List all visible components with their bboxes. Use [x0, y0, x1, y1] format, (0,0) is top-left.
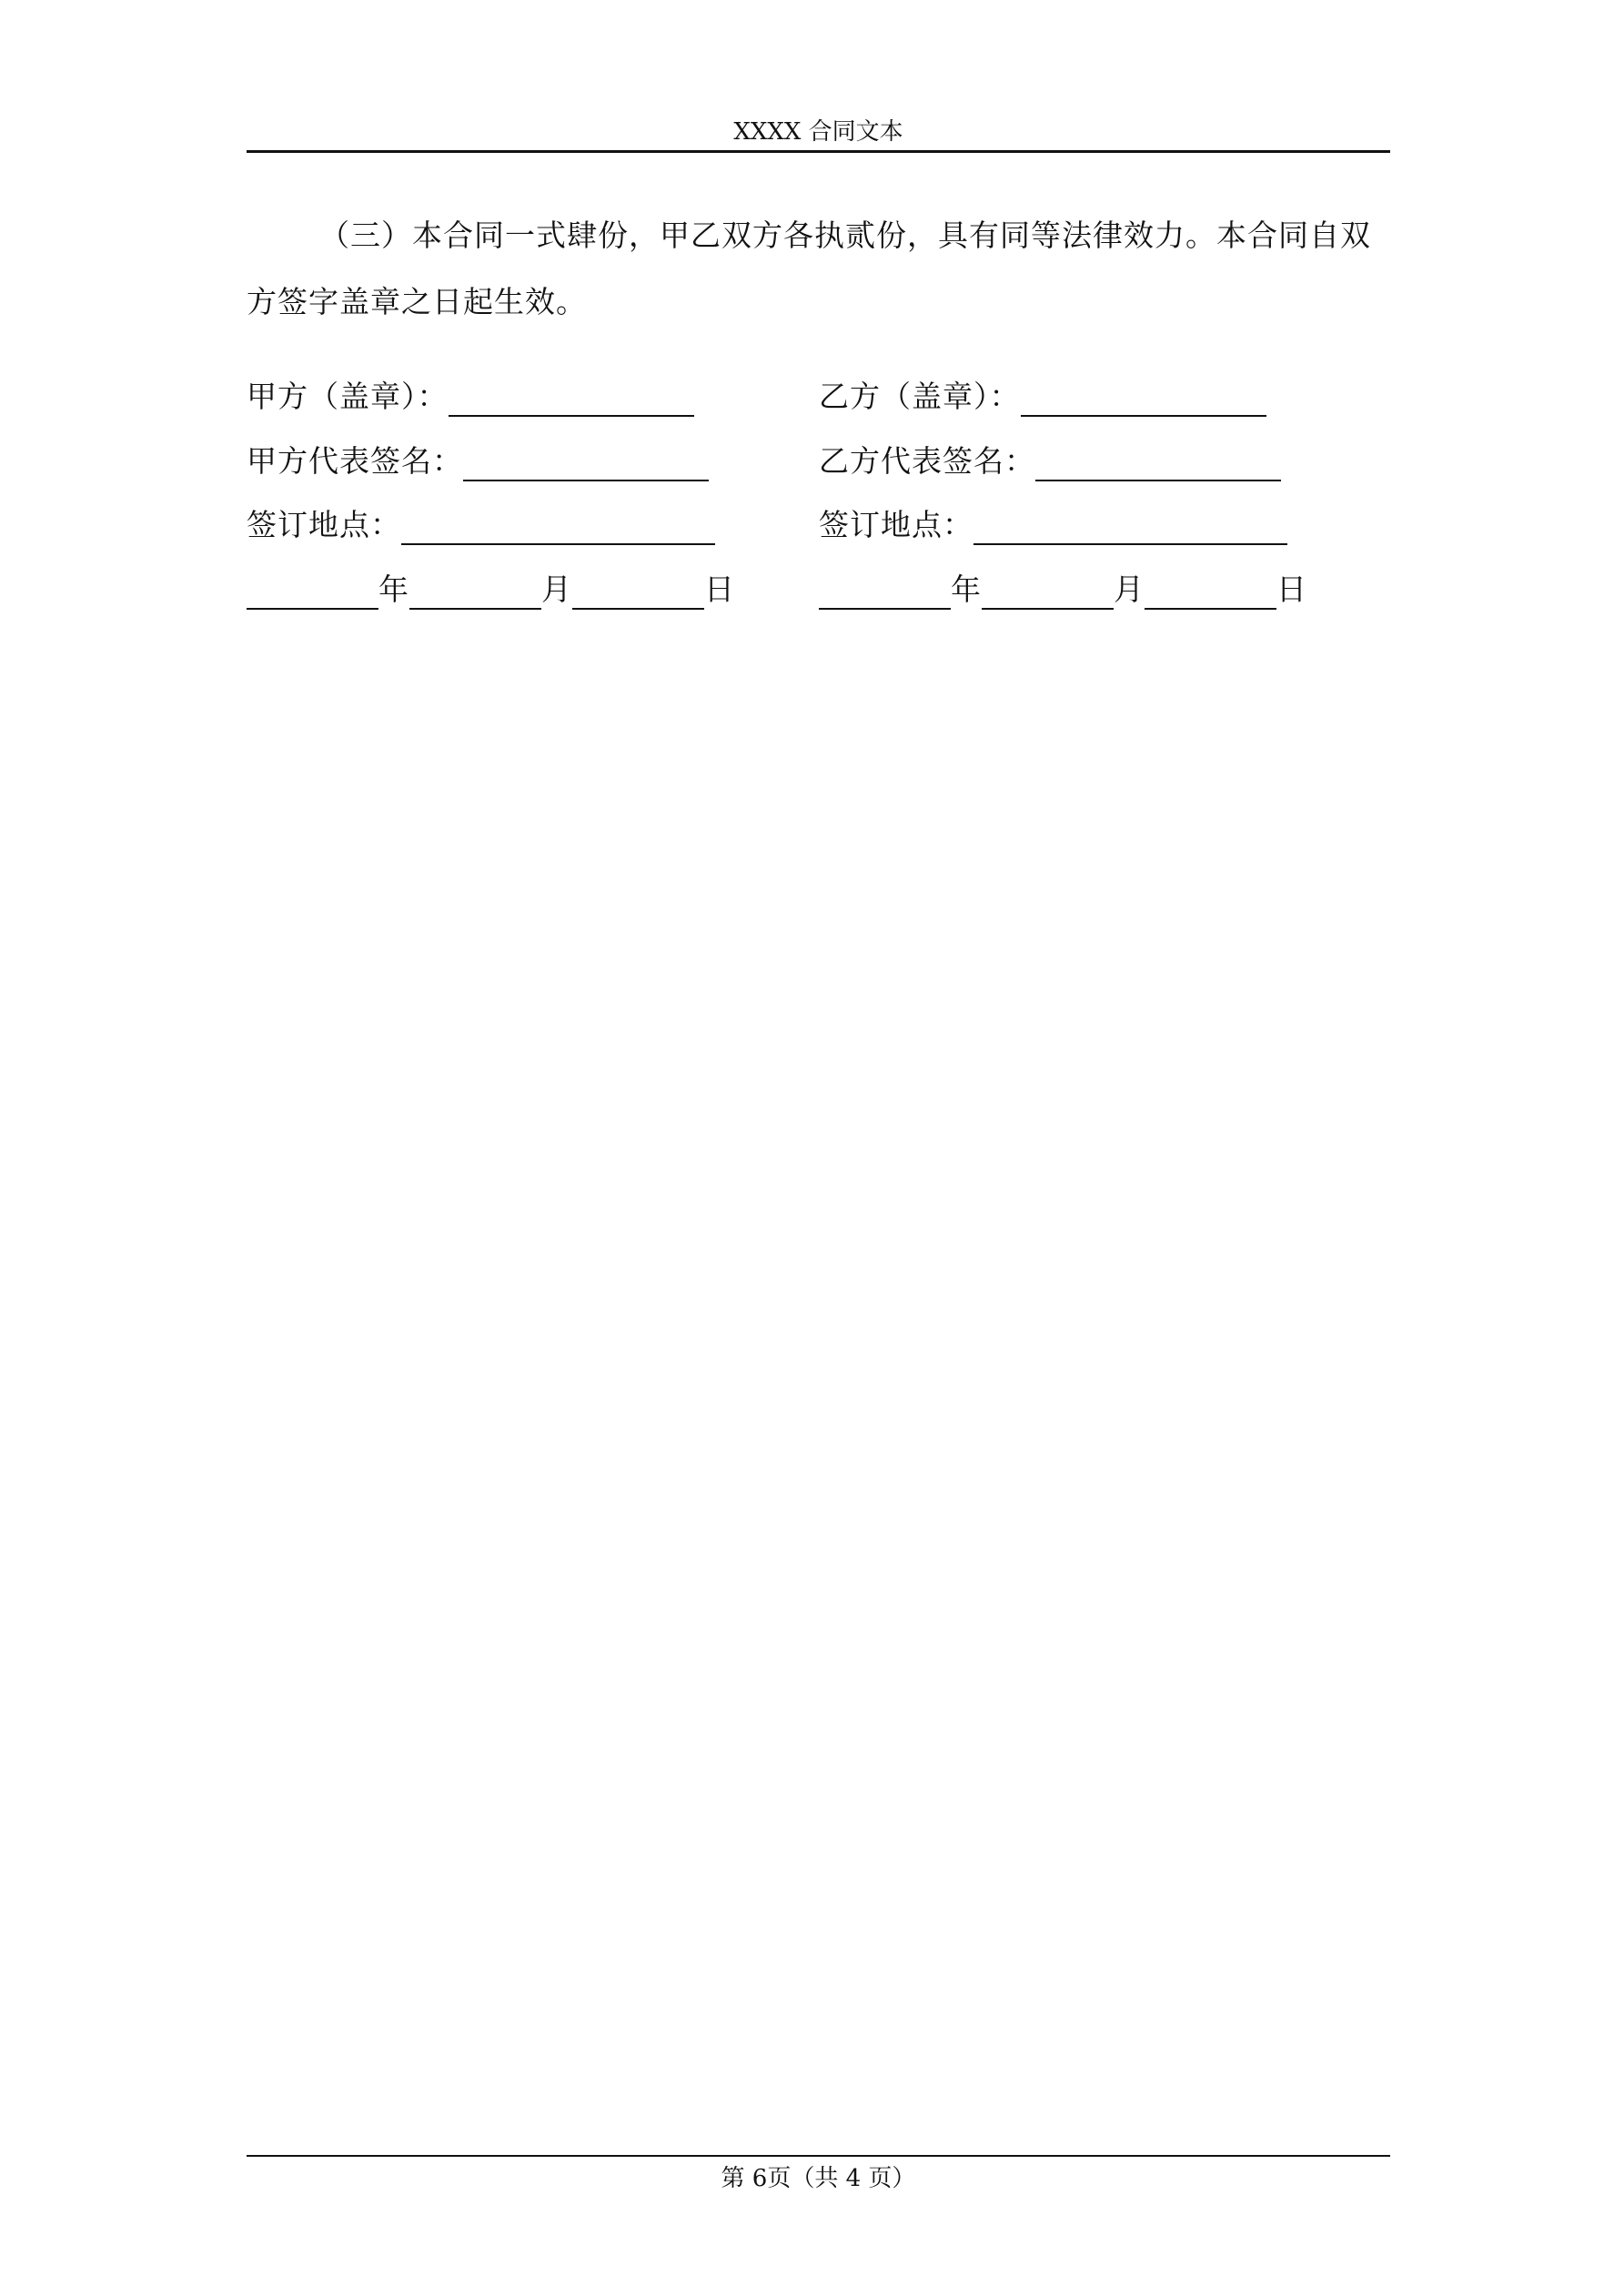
- party-b-seal-blank[interactable]: [1021, 382, 1266, 417]
- party-a-rep-row: [247, 441, 709, 481]
- party-a-seal-row: [247, 377, 694, 417]
- party-b-place-blank[interactable]: [973, 511, 1287, 545]
- party-a-month-blank[interactable]: [409, 575, 541, 610]
- party-a-month-unit: 月: [541, 571, 572, 607]
- party-a-day-blank[interactable]: [572, 575, 704, 610]
- party-b-seal-row: [819, 377, 1266, 417]
- party-b-year-blank[interactable]: [819, 575, 951, 610]
- party-a-place-row: [247, 505, 715, 545]
- party-b-rep-blank[interactable]: [1035, 447, 1281, 481]
- party-b-year-unit: 年: [951, 571, 982, 607]
- party-a-date-row: [247, 570, 735, 610]
- party-b-rep-label: 乙方代表签名：: [819, 443, 1035, 479]
- party-a-rep-blank[interactable]: [463, 447, 709, 481]
- party-b-month-blank[interactable]: [982, 575, 1114, 610]
- party-a-place-label: 签订地点：: [247, 507, 401, 542]
- party-b-month-unit: 月: [1114, 571, 1145, 607]
- party-b-day-blank[interactable]: [1145, 575, 1276, 610]
- header-divider: [247, 150, 1390, 153]
- page-header-title: XXXX 合同文本: [733, 118, 903, 146]
- party-b-rep-row: [819, 441, 1281, 481]
- page-number-footer: 第 6页（共 4 页）: [721, 2165, 916, 2192]
- party-a-seal-label: 甲方（盖章）：: [247, 379, 449, 414]
- party-a-seal-blank[interactable]: [449, 382, 694, 417]
- body-paragraph: （三）本合同一式肆份，甲乙双方各执贰份，具有同等法律效力。本合同自双方签字盖章之日起生效。: [247, 217, 1371, 319]
- footer-divider: [247, 2155, 1390, 2157]
- party-b-place-label: 签订地点：: [819, 507, 973, 542]
- party-b-date-row: [819, 570, 1307, 610]
- party-a-year-unit: 年: [378, 571, 409, 607]
- party-b-place-row: [819, 505, 1287, 545]
- party-a-day-unit: 日: [704, 571, 735, 607]
- party-b-seal-label: 乙方（盖章）：: [819, 379, 1021, 414]
- party-a-place-blank[interactable]: [401, 511, 715, 545]
- party-b-day-unit: 日: [1276, 571, 1307, 607]
- party-a-year-blank[interactable]: [247, 575, 378, 610]
- party-a-rep-label: 甲方代表签名：: [247, 443, 463, 479]
